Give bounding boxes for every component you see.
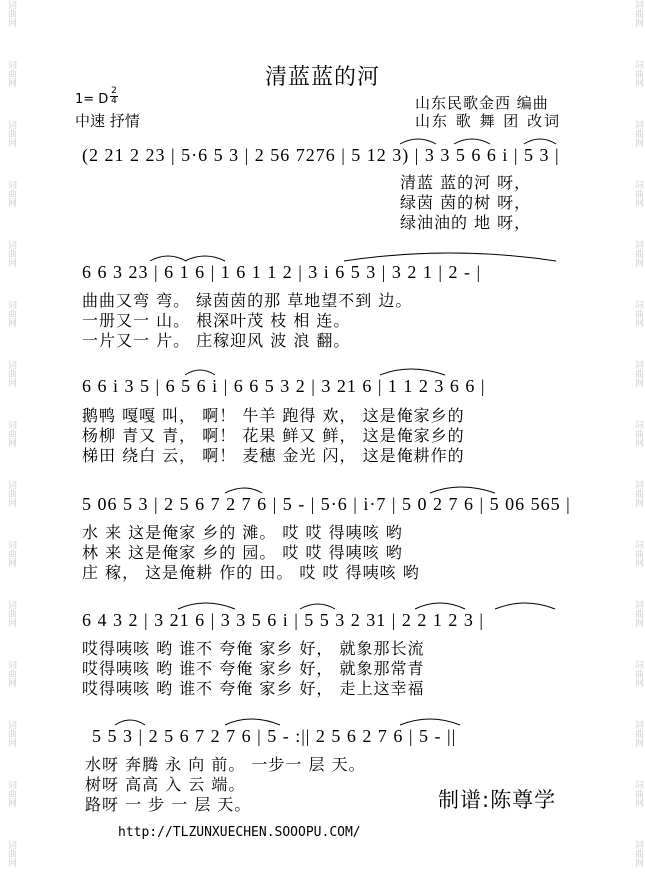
notation-line: 6 6 3 23 | 6 1 6 | 1 6 1 1 2 | 3 i 6 5 3 | 3 2 1 | 2 - | (82, 262, 482, 282)
watermark-text: 词曲网 (633, 60, 643, 87)
arranger-signature: 制谱:陈尊学 (438, 788, 557, 812)
slur (415, 603, 465, 609)
tempo-mood: 中速 抒情 (75, 112, 140, 130)
watermark-text: 词曲网 (6, 480, 16, 507)
watermark-text: 词曲网 (6, 600, 16, 627)
watermark-text: 词曲网 (6, 780, 16, 807)
watermark-text: 词曲网 (6, 60, 16, 87)
watermark-text: 词曲网 (6, 240, 16, 267)
watermark-text: 词曲网 (6, 120, 16, 147)
lyric-line: 哎得咦咳 哟 谁不 夸俺 家乡 好， 就象那常青 (82, 659, 425, 678)
website-url[interactable]: http://TLZUNXUECHEN.SOOOPU.COM/ (118, 825, 361, 840)
time-signature (110, 87, 118, 106)
slur (185, 256, 225, 261)
lyric-line: 路呀 一 步 一 层 天。 (85, 795, 252, 814)
watermark-text: 词曲网 (633, 420, 643, 447)
lyric-line: 梯田 绕白 云， 啊！ 麦穗 金光 闪， 这是俺耕作的 (82, 446, 465, 465)
watermark-text: 词曲网 (633, 240, 643, 267)
lyric-line: 水 来 这是俺家 乡的 滩。 哎 哎 得咦咳 哟 (82, 523, 403, 542)
watermark-text: 词曲网 (633, 720, 643, 747)
watermark-text: 词曲网 (633, 660, 643, 687)
watermark-text: 词曲网 (6, 0, 16, 27)
slur (400, 719, 460, 725)
watermark-text: 词曲网 (6, 540, 16, 567)
notation-line: 5 06 5 3 | 2 5 6 7 2 7 6 | 5 - | 5·6 | i·7 | 5 0 2 7 6 | 5 06 565 | (82, 494, 571, 514)
watermark-text: 词曲网 (633, 540, 643, 567)
credit-music: 山东民歌金西 编曲 (415, 94, 549, 112)
lyric-line: 清蓝 蓝的河 呀， (400, 173, 532, 192)
lyric-line: 绿油油的 地 呀， (400, 213, 532, 232)
watermark-text: 词曲网 (6, 360, 16, 387)
watermark-text: 词曲网 (6, 840, 16, 867)
slur (178, 603, 235, 609)
slur (185, 370, 215, 375)
slur (115, 720, 145, 725)
lyric-line: 曲曲又弯 弯。 绿茵茵的那 草地望不到 边。 (82, 291, 413, 310)
time-denominator: 4 (111, 96, 117, 106)
slur (225, 719, 280, 725)
notation-line: (2 21 2 23 | 5·6 5 3 | 2 56 7276 | 5 12 3) | 3 3 5 6 6 i | 5 3 | (82, 145, 560, 165)
slur (300, 604, 335, 609)
slur (400, 139, 436, 144)
lyric-line: 鹅鸭 嘎嘎 叫， 啊！ 牛羊 跑得 欢， 这是俺家乡的 (82, 406, 465, 425)
lyric-line: 庄 稼， 这是俺耕 作的 田。 哎 哎 得咦咳 哟 (82, 563, 420, 582)
watermark-text: 词曲网 (6, 720, 16, 747)
lyric-line: 林 来 这是俺家 乡的 园。 哎 哎 得咦咳 哟 (82, 543, 403, 562)
lyric-line: 哎得咦咳 哟 谁不 夸俺 家乡 好， 就象那长流 (82, 639, 425, 658)
credit-lyrics: 山东 歌 舞 团 改词 (415, 112, 562, 130)
watermark-text: 词曲网 (6, 660, 16, 687)
slur (495, 603, 555, 609)
song-title: 清蓝蓝的河 (264, 65, 380, 90)
slur (454, 139, 490, 144)
lyric-line: 树呀 高高 入 云 端。 (85, 775, 246, 794)
watermark-text: 词曲网 (633, 480, 643, 507)
notation-line: 6 4 3 2 | 3 21 6 | 3 3 5 6 i | 5 5 3 2 31 | 2 2 1 2 3 | (82, 610, 485, 630)
watermark-text: 词曲网 (633, 780, 643, 807)
watermark-text: 词曲网 (633, 0, 643, 27)
lyric-line: 一册又一 山。 根深叶茂 枝 相 连。 (82, 311, 351, 330)
watermark-text: 词曲网 (633, 180, 643, 207)
watermark-text: 词曲网 (6, 300, 16, 327)
slur (225, 488, 262, 493)
lyric-line: 杨柳 青又 青， 啊！ 花果 鲜又 鲜， 这是俺家乡的 (82, 426, 465, 445)
slur (524, 139, 556, 144)
watermark-text: 词曲网 (633, 120, 643, 147)
notation-line: 5 5 3 | 2 5 6 7 2 7 6 | 5 - :|| 2 5 6 2 7 6 | 5 - || (92, 726, 457, 746)
watermark-text: 词曲网 (633, 300, 643, 327)
lyric-line: 一片又一 片。 庄稼迎风 波 浪 翻。 (82, 331, 351, 350)
lyric-line: 绿茵 茵的树 呀， (400, 193, 532, 212)
lyric-line: 水呀 奔腾 永 向 前。 一步一 层 天。 (85, 755, 366, 774)
slur (380, 369, 445, 375)
watermark-text: 词曲网 (6, 180, 16, 207)
watermark-left (2, 0, 16, 891)
time-numerator: 2 (111, 86, 117, 96)
watermark-text: 词曲网 (633, 840, 643, 867)
slur (430, 487, 495, 493)
slur (344, 253, 556, 261)
key-signature: 1= D (75, 92, 109, 107)
notation-line: 6 6 i 3 5 | 6 5 6 i | 6 6 5 3 2 | 3 21 6 | 1 1 2 3 6 6 | (82, 376, 486, 396)
watermark-right (629, 0, 643, 891)
slur (150, 256, 186, 261)
watermark-text: 词曲网 (633, 360, 643, 387)
watermark-text: 词曲网 (6, 420, 16, 447)
lyric-line: 哎得咦咳 哟 谁不 夸俺 家乡 好， 走上这幸福 (82, 679, 425, 698)
watermark-text: 词曲网 (633, 600, 643, 627)
